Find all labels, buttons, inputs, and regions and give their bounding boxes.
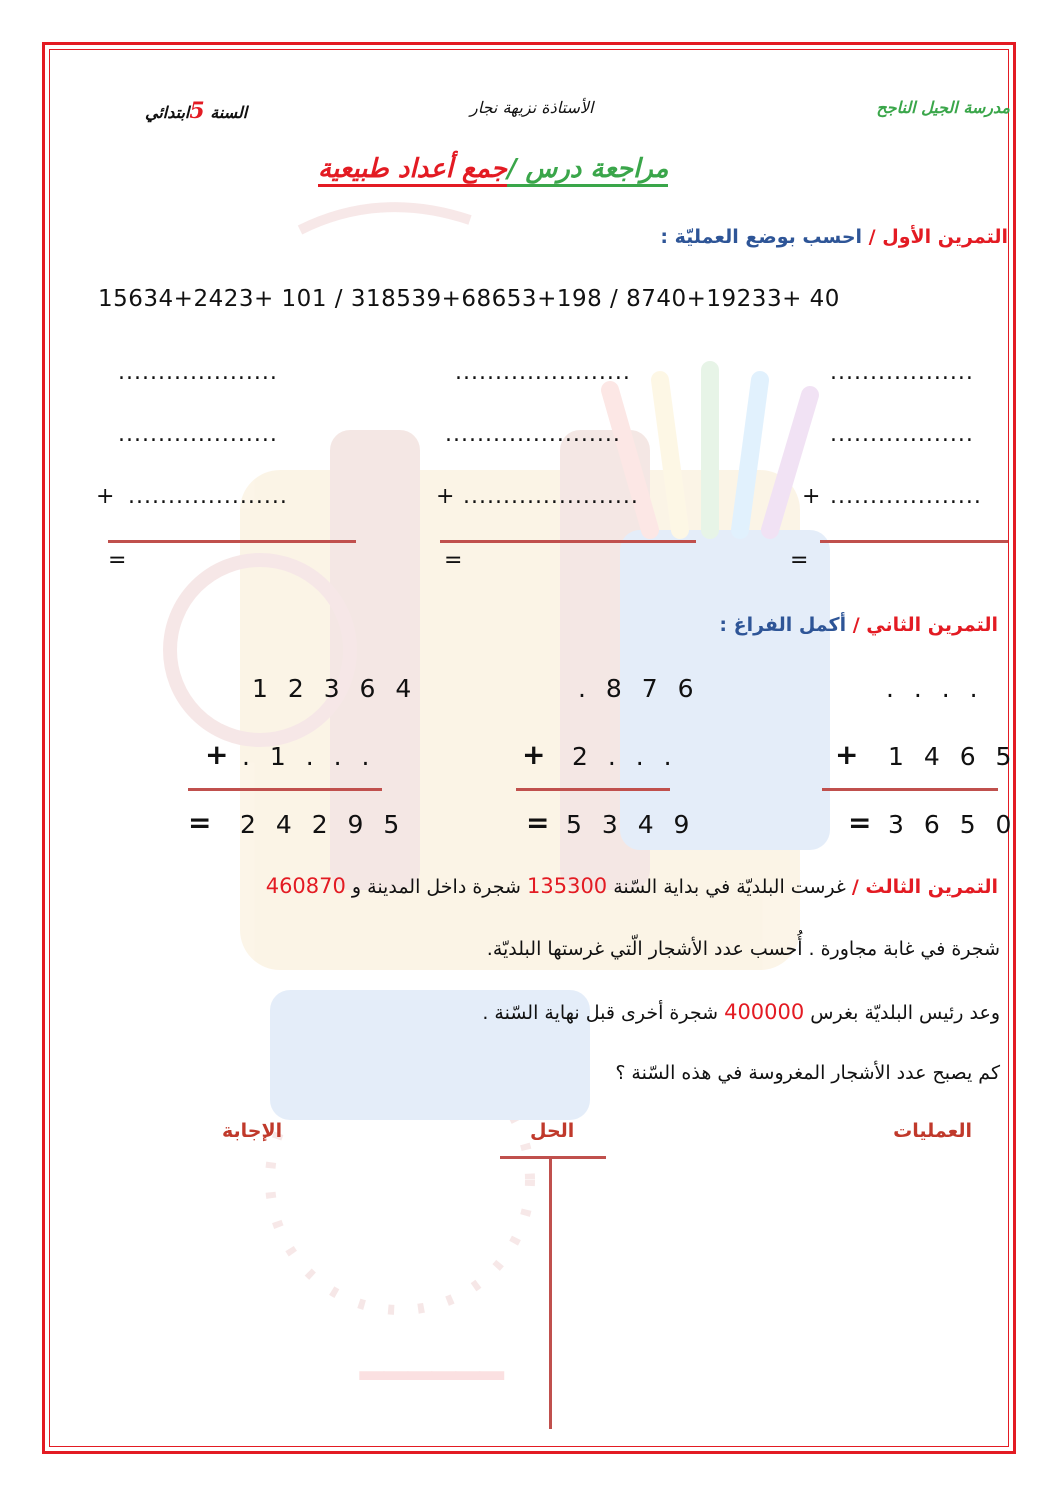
equals-right: =: [790, 548, 809, 573]
rule-ex1-left: [108, 540, 356, 543]
exercise1-label: التمرين الأول /: [868, 226, 1008, 248]
rule-ex2-left: [188, 788, 382, 791]
plus-right: +: [802, 484, 821, 509]
ex2-mid-equals: =: [526, 806, 550, 839]
level-number: 5: [189, 98, 205, 124]
title-part1: مراجعة درس /: [507, 154, 669, 187]
level-prefix: السنة: [210, 103, 248, 122]
ex2-mid-middle: 2 . . .: [572, 742, 678, 771]
svg-text:ــــــ: ــــــ: [360, 1315, 504, 1397]
ex2-mid-top: . 8 7 6: [578, 674, 700, 703]
ex2-right-result: 3 6 5 0: [888, 810, 1018, 839]
exercise3-number1: 135300: [527, 874, 608, 898]
page-title: [318, 154, 668, 184]
ex2-right-top: . . . .: [886, 674, 984, 703]
rule-ex1-mid: [440, 540, 696, 543]
dots-mid-row3: ......................: [463, 484, 639, 509]
title-part2: جمع أعداد طبيعية: [318, 154, 507, 187]
ex2-left-equals: =: [188, 806, 212, 839]
rule-ex1-right: [820, 540, 1008, 543]
dots-left-row1: ....................: [118, 360, 278, 385]
plus-left: +: [96, 484, 115, 509]
exercise3-text1a: غرست البلديّة في بداية السّنة: [613, 876, 846, 898]
exercise2-instruction: أكمل الفراغ :: [719, 614, 847, 636]
school-name: مدرسة الجيل الناجح: [876, 98, 1010, 117]
exercise2-label: التمرين الثاني /: [852, 614, 998, 636]
col-operations: العمليات: [893, 1120, 972, 1142]
exercise3-number2: 460870: [265, 874, 346, 898]
ex2-left-top: 1 2 3 6 4: [252, 674, 418, 703]
exercise1-instruction: احسب بوضع العمليّة :: [660, 226, 863, 248]
dots-right-row3: ...................: [830, 484, 982, 509]
dots-right-row1: ..................: [830, 360, 974, 385]
exercise3-text1b: شجرة داخل المدينة و: [351, 876, 521, 898]
rule-ex2-right: [822, 788, 998, 791]
dots-left-row3: ....................: [128, 484, 288, 509]
ex2-mid-result: 5 3 4 9: [566, 810, 696, 839]
dots-right-row2: ..................: [830, 422, 974, 447]
ex2-right-equals: =: [848, 806, 872, 839]
dots-mid-row1: ......................: [455, 360, 631, 385]
level-suffix: ابتدائي: [145, 103, 190, 122]
exercise3-line1: [266, 874, 998, 898]
equals-left: =: [108, 548, 127, 573]
exercise3-number3: 400000: [724, 1000, 805, 1024]
dots-mid-row2: ......................: [445, 422, 621, 447]
ex2-mid-plus: +: [522, 738, 546, 771]
exercise3-text3b: شجرة أخرى قبل نهاية السّنة .: [482, 1002, 719, 1024]
exercise2-heading: [719, 614, 998, 636]
exercise3-line3: [482, 1000, 1000, 1024]
class-level: [145, 98, 247, 124]
plus-mid: +: [436, 484, 455, 509]
equals-mid: =: [444, 548, 463, 573]
ex2-left-plus: +: [205, 738, 229, 771]
rule-solution-top: [500, 1156, 606, 1159]
ex2-right-plus: +: [835, 738, 859, 771]
ex2-left-middle: . 1 . . .: [242, 742, 376, 771]
exercise1-operations: 15634+2423+ 101 / 318539+68653+198 / 8740+19233+ 40: [98, 286, 840, 312]
exercise3-line4: كم يصبح عدد الأشجار المغروسة في هذه السّنة ؟: [615, 1062, 1000, 1084]
exercise3-line2: شجرة في غابة مجاورة . أُحسب عدد الأشجار الّتي غرستها البلديّة.: [486, 938, 1000, 960]
teacher-name: الأستاذة نزيهة نجار: [470, 98, 594, 117]
rule-ex2-mid: [516, 788, 670, 791]
exercise3-label: التمرين الثالث /: [851, 876, 998, 898]
ex2-left-result: 2 4 2 9 5: [240, 810, 406, 839]
exercise3-text3a: وعد رئيس البلديّة بغرس: [810, 1002, 1000, 1024]
rule-solution-vertical: [549, 1157, 552, 1429]
col-solution: الحل: [530, 1120, 575, 1142]
col-answer: الإجابة: [222, 1120, 283, 1142]
ex2-right-middle: 1 4 6 5: [888, 742, 1018, 771]
dots-left-row2: ....................: [118, 422, 278, 447]
exercise1-heading: [660, 226, 1008, 248]
